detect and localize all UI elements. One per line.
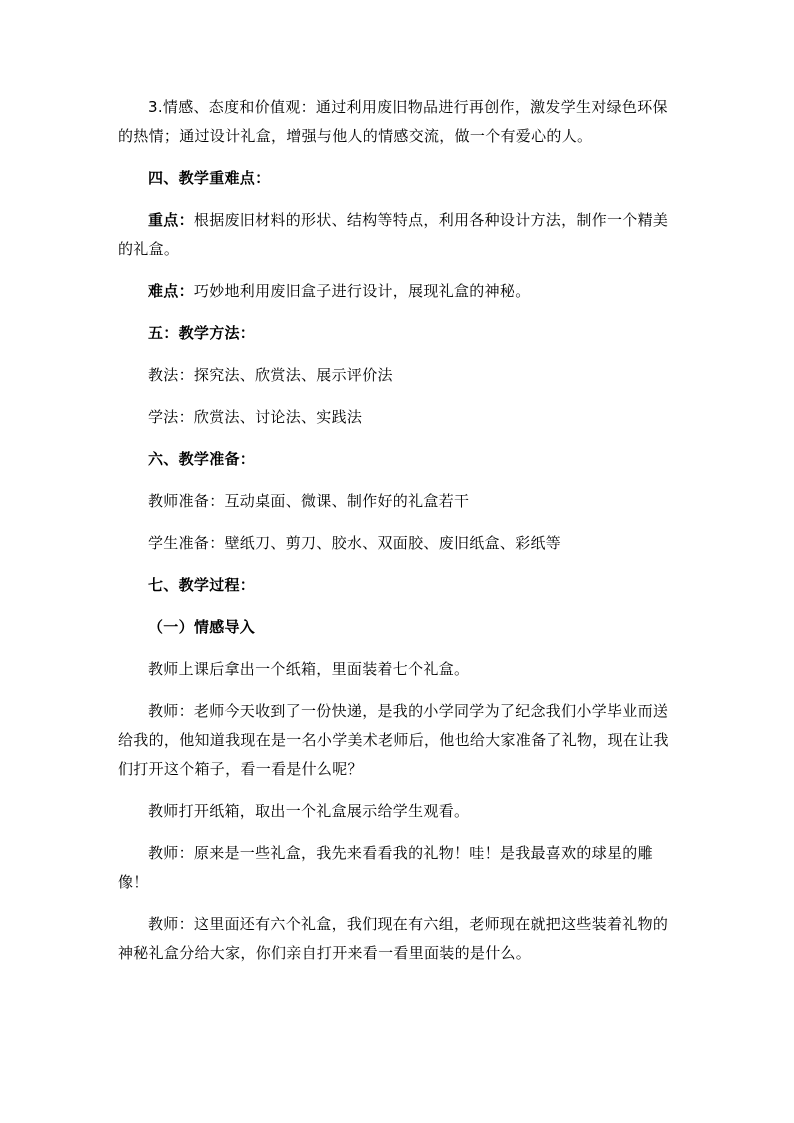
paragraph-teacher-preparation: 教师准备：互动桌面、微课、制作好的礼盒若干 <box>148 492 470 510</box>
paragraph-open-box: 教师打开纸箱，取出一个礼盒展示给学生观看。 <box>148 802 470 820</box>
paragraph-six-boxes: 教师：这里面还有六个礼盒，我们现在有六组，老师现在就把这些装着礼物的神秘礼盒分给大家，你们亲自打开来看一看里面装的是什么。 <box>118 915 669 962</box>
key-point-label: 重点： <box>148 211 194 229</box>
heading-emotional-introduction: （一）情感导入 <box>148 618 256 636</box>
heading-teaching-methods: 五：教学方法： <box>148 324 256 342</box>
paragraph-teacher-delivery: 教师：老师今天收到了一份快递，是我的小学同学为了纪念我们小学毕业而送给我的，他知道我现在是一名小学美术老师后，他也给大家准备了礼物，现在让我们打开这个箱子，看一看是什么呢？ <box>118 702 669 778</box>
difficult-point-text: 巧妙地利用废旧盒子进行设计，展现礼盒的神秘。 <box>193 282 531 300</box>
key-point-text: 根据废旧材料的形状、结构等特点，利用各种设计方法，制作一个精美的礼盒。 <box>118 211 669 258</box>
heading-teaching-process: 七、教学过程： <box>148 576 256 594</box>
paragraph-difficult-point <box>118 277 676 306</box>
heading-teaching-preparation: 六、教学准备： <box>148 450 256 468</box>
paragraph-student-preparation: 学生准备：壁纸刀、剪刀、胶水、双面胶、废旧纸盒、彩纸等 <box>148 534 562 552</box>
difficult-point-label: 难点： <box>148 282 194 300</box>
paragraph-emotion-goal: 3.情感、态度和价值观：通过利用废旧物品进行再创作，激发学生对绿色环保的热情；通过设计礼盒，增强与他人的情感交流，做一个有爱心的人。 <box>118 98 668 145</box>
paragraph-teaching-method: 教法：探究法、欣赏法、展示评价法 <box>148 366 393 384</box>
paragraph-gift-statue: 教师：原来是一些礼盒，我先来看看我的礼物！哇！是我最喜欢的球星的雕像！ <box>118 844 653 891</box>
heading-key-difficult-points: 四、教学重难点： <box>148 169 271 187</box>
paragraph-teacher-box: 教师上课后拿出一个纸箱，里面装着七个礼盒。 <box>148 660 470 678</box>
paragraph-learning-method: 学法：欣赏法、讨论法、实践法 <box>148 408 363 426</box>
document-page <box>118 93 676 981</box>
paragraph-key-point <box>118 206 676 264</box>
